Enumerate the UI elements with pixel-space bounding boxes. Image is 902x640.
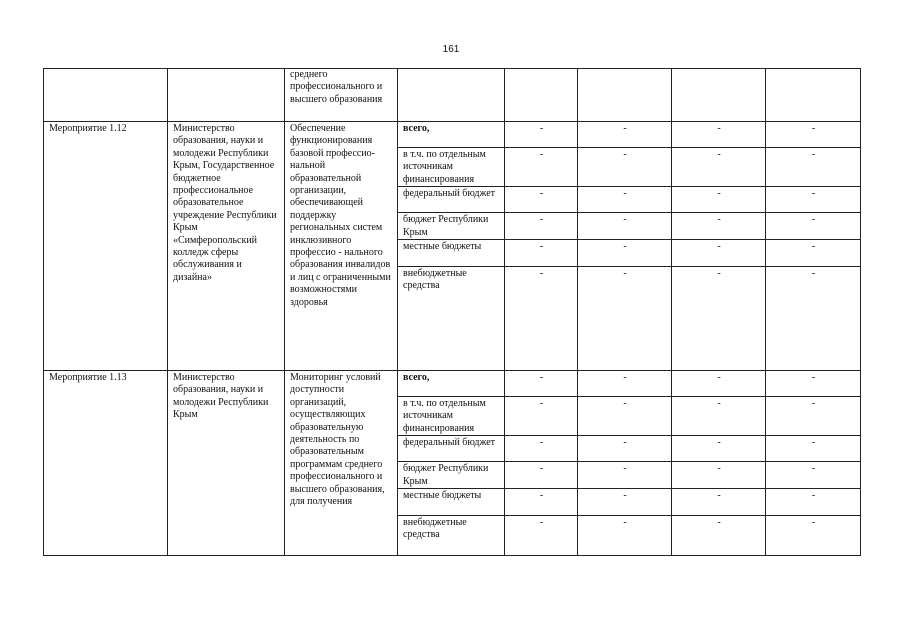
table-row [44, 371, 861, 397]
funding-value: - [672, 213, 766, 240]
funding-value: - [766, 436, 861, 462]
funding-value: - [672, 371, 766, 397]
funding-value: - [672, 122, 766, 148]
funding-source: внебюджетные средства [398, 516, 505, 556]
measure-description: Мониторинг условий доступности организаций, осуществляющих образовательную деятельность по образовательным программам среднего профессионального и высшего образования, для получения [285, 371, 398, 556]
funding-source: федеральный бюджет [398, 436, 505, 462]
funding-value: - [578, 267, 672, 371]
measure-name: Мероприятие 1.12 [44, 122, 168, 371]
funding-value: - [578, 213, 672, 240]
funding-value: - [766, 187, 861, 213]
funding-value: - [766, 213, 861, 240]
funding-source: бюджет Республики Крым [398, 462, 505, 489]
funding-value: - [505, 371, 578, 397]
measure-name-cell [44, 69, 168, 122]
funding-value: - [578, 122, 672, 148]
page-number: 161 [442, 44, 460, 55]
funding-value: - [505, 397, 578, 436]
value-cell [672, 69, 766, 122]
funding-value: - [578, 516, 672, 556]
funding-value: - [505, 267, 578, 371]
value-cell [578, 69, 672, 122]
funding-source: местные бюджеты [398, 489, 505, 516]
executor-cell [168, 69, 285, 122]
funding-value: - [766, 516, 861, 556]
funding-value: - [578, 240, 672, 267]
funding-value: - [672, 267, 766, 371]
funding-value: - [578, 489, 672, 516]
funding-source: бюджет Республики Крым [398, 213, 505, 240]
funding-value: - [505, 122, 578, 148]
funding-value: - [766, 122, 861, 148]
funding-value: - [672, 489, 766, 516]
funding-source: внебюджетные средства [398, 267, 505, 371]
funding-value: - [505, 187, 578, 213]
funding-table [43, 68, 861, 556]
funding-value: - [766, 148, 861, 187]
funding-value: - [672, 187, 766, 213]
funding-value: - [766, 267, 861, 371]
funding-value: - [672, 516, 766, 556]
funding-value: - [505, 436, 578, 462]
funding-source: всего, [398, 371, 505, 397]
value-cell [766, 69, 861, 122]
funding-value: - [672, 148, 766, 187]
value-cell [505, 69, 578, 122]
funding-value: - [766, 489, 861, 516]
funding-value: - [766, 371, 861, 397]
funding-value: - [766, 397, 861, 436]
funding-value: - [672, 436, 766, 462]
funding-value: - [578, 148, 672, 187]
source-cell [398, 69, 505, 122]
funding-value: - [578, 397, 672, 436]
funding-source: местные бюджеты [398, 240, 505, 267]
funding-value: - [766, 462, 861, 489]
table-row [44, 122, 861, 148]
funding-value: - [505, 213, 578, 240]
funding-source: в т.ч. по отдельным источникам финансирования [398, 397, 505, 436]
description-cell: среднего профессионального и высшего образования [285, 69, 398, 122]
funding-value: - [578, 371, 672, 397]
funding-source: федеральный бюджет [398, 187, 505, 213]
funding-value: - [505, 516, 578, 556]
measure-description: Обеспечение функционирования базовой профессио-нальной образовательной организации, обеспечивающей поддержку региональных систем инклюзивного профессио - нального образования инвалидов и лиц с ограниченными возможностями здоровья [285, 122, 398, 371]
funding-value: - [505, 489, 578, 516]
funding-value: - [672, 462, 766, 489]
funding-value: - [578, 436, 672, 462]
measure-executor: Министерство образования, науки и молодежи Республики Крым, Государственное бюджетное профессиональное образовательное учреждение Республики Крым «Симферопольский колледж сферы обслуживания и дизайна» [168, 122, 285, 371]
funding-value: - [505, 148, 578, 187]
continuation-row [44, 69, 861, 122]
funding-value: - [505, 462, 578, 489]
funding-value: - [672, 397, 766, 436]
measure-name: Мероприятие 1.13 [44, 371, 168, 556]
measure-executor: Министерство образования, науки и молодежи Республики Крым [168, 371, 285, 556]
funding-source: всего, [398, 122, 505, 148]
funding-value: - [672, 240, 766, 267]
funding-value: - [578, 462, 672, 489]
funding-value: - [766, 240, 861, 267]
funding-source: в т.ч. по отдельным источникам финансирования [398, 148, 505, 187]
funding-value: - [505, 240, 578, 267]
funding-value: - [578, 187, 672, 213]
